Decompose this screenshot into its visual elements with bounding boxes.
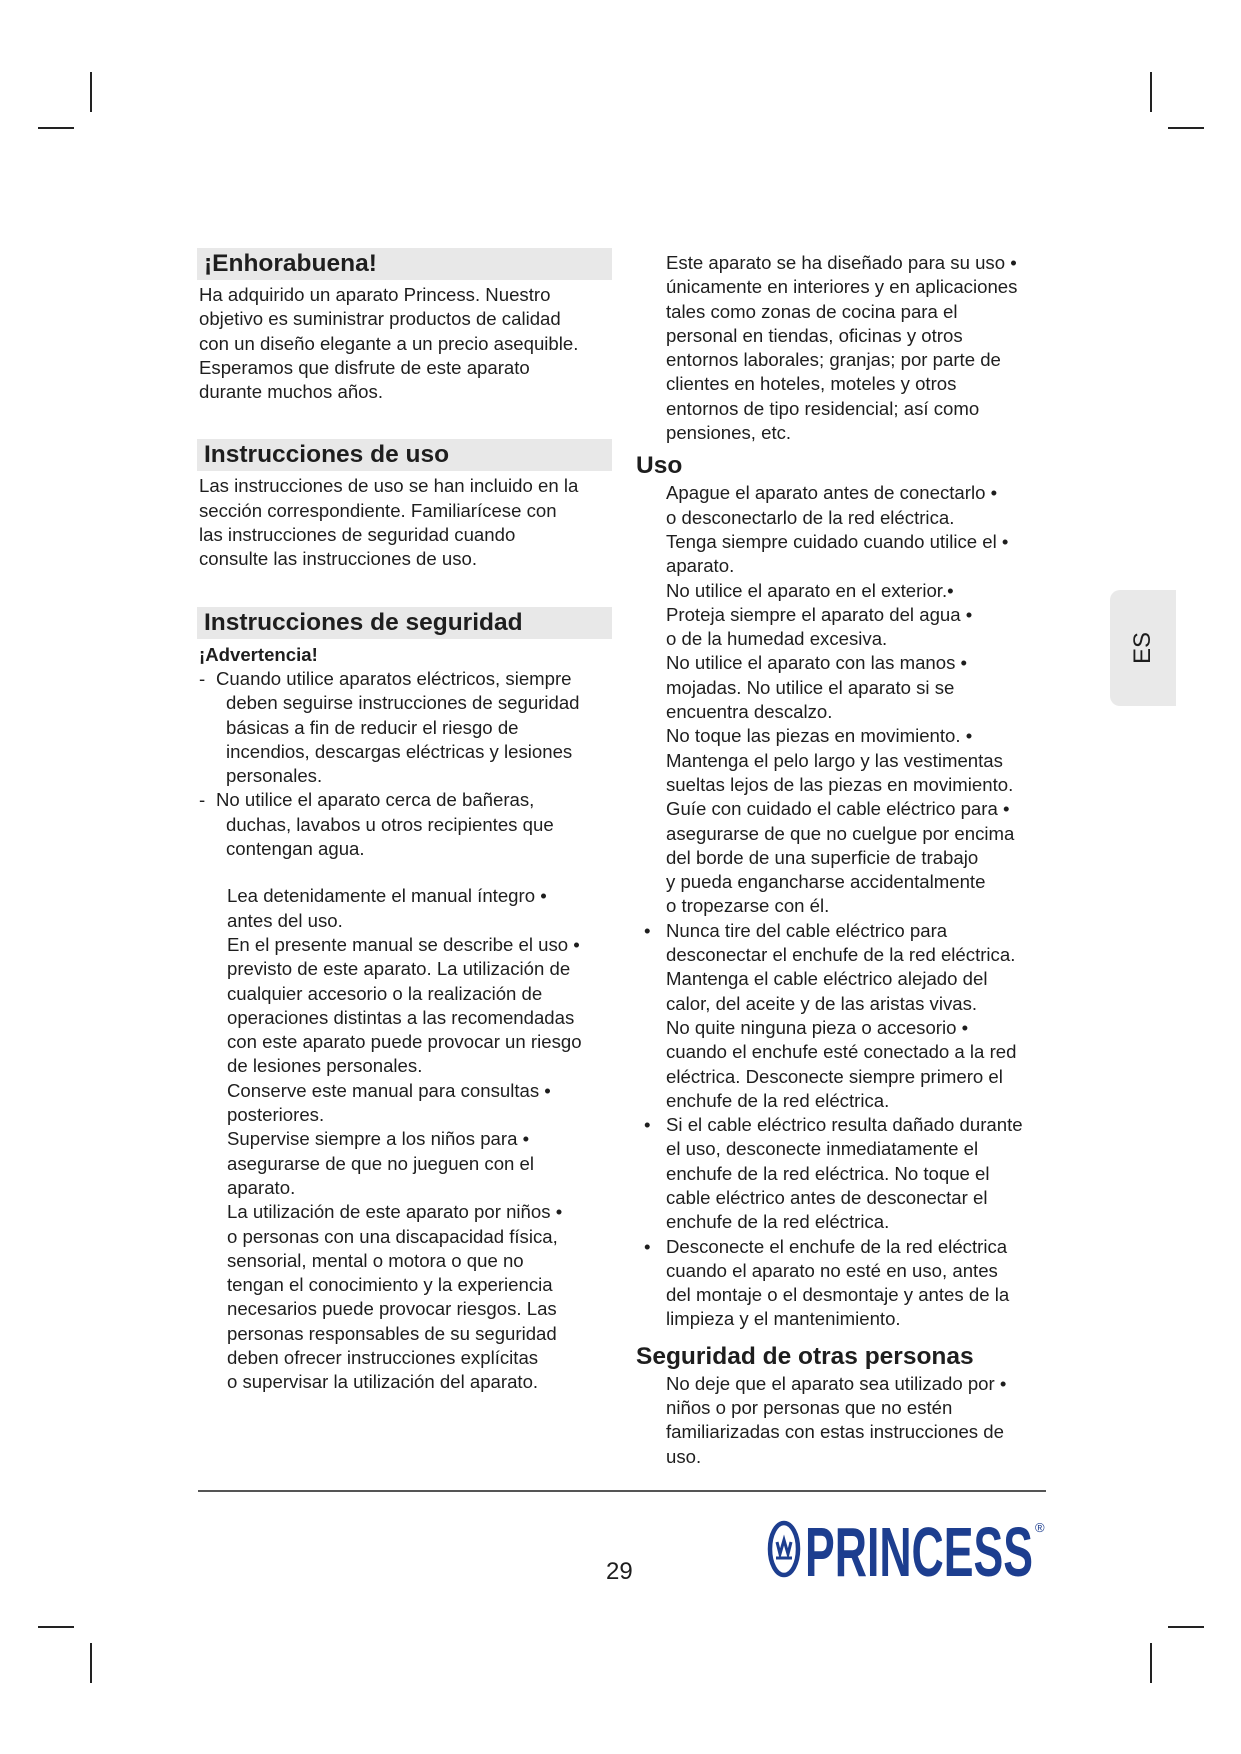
- text-line: únicamente en interiores y en aplicaciones: [666, 276, 1018, 298]
- text-line: Las instrucciones de uso se han incluido en la: [199, 475, 579, 497]
- text-line: sección correspondiente. Familiarícese con: [199, 499, 557, 521]
- text-line: antes del uso.: [227, 909, 343, 931]
- text-line: sensorial, mental o motora o que no: [227, 1249, 524, 1271]
- text-line: No utilice el aparato en el exterior.•: [666, 579, 954, 601]
- text-line: Supervise siempre a los niños para •: [227, 1128, 530, 1150]
- text-line: Ha adquirido un aparato Princess. Nuestro: [199, 284, 551, 305]
- text-line: Apague el aparato antes de conectarlo •: [666, 482, 998, 504]
- text-line: cuando el enchufe esté conectado a la red: [666, 1041, 1017, 1063]
- text-line: deben seguirse instrucciones de seguridad: [226, 692, 580, 714]
- text-line: objetivo es suministrar productos de calidad: [199, 308, 561, 330]
- list-item: [636, 1235, 1058, 1332]
- registered-mark: ®: [1035, 1520, 1045, 1535]
- text-line: posteriores.: [227, 1104, 325, 1126]
- crop-mark: [1168, 127, 1204, 129]
- bullet: •: [644, 1114, 651, 1136]
- text-line: Mantenga el cable eléctrico alejado del: [666, 968, 988, 990]
- crop-mark: [90, 72, 92, 112]
- text-line: Mantenga el pelo largo y las vestimentas: [666, 749, 1003, 771]
- text-line: tales como zonas de cocina para el: [666, 300, 958, 322]
- text-line: calor, del aceite y de las aristas vivas.: [666, 992, 978, 1014]
- text-line: Lea detenidamente el manual íntegro •: [227, 885, 547, 907]
- list-item: [198, 1127, 612, 1200]
- text-line: clientes en hoteles, moteles y otros: [666, 373, 957, 395]
- text-line: del montaje o el desmontaje y antes de la: [666, 1284, 1010, 1306]
- list-item: [636, 1372, 1058, 1469]
- text-line: limpieza y el mantenimiento.: [666, 1308, 901, 1330]
- brand-wordmark: PRINCESS: [805, 1513, 1033, 1584]
- text-line: enchufe de la red eléctrica.: [666, 1089, 890, 1111]
- page-number: 29: [606, 1558, 633, 1585]
- text-line: incendios, descargas eléctricas y lesiones: [226, 740, 573, 762]
- text-line: No utilice el aparato cerca de bañeras,: [216, 789, 535, 811]
- text-line: En el presente manual se describe el uso •: [227, 933, 580, 955]
- text-line: operaciones distintas a las recomendadas: [227, 1006, 575, 1028]
- text-line: Este aparato se ha diseñado para su uso •: [666, 252, 1017, 273]
- usage-text: [198, 474, 612, 571]
- text-line: Nunca tire del cable eléctrico para: [666, 919, 948, 941]
- bullet: •: [644, 919, 651, 941]
- list-item: [198, 933, 612, 1079]
- crop-mark: [90, 1643, 92, 1683]
- text-line: cualquier accesorio o la realización de: [227, 982, 543, 1004]
- list-item: [198, 1200, 612, 1394]
- bullet: •: [644, 1235, 651, 1257]
- text-line: el uso, desconecte inmediatamente el: [666, 1138, 979, 1160]
- text-line: Proteja siempre el aparato del agua •: [666, 603, 973, 625]
- text-line: mojadas. No utilice el aparato si se: [666, 676, 955, 698]
- text-line: durante muchos años.: [199, 381, 383, 403]
- crop-mark: [1150, 72, 1152, 112]
- text-line: pensiones, etc.: [666, 422, 792, 444]
- others-heading: Seguridad de otras personas: [636, 1342, 974, 1370]
- list-item: [636, 530, 1058, 579]
- text-line: desconectar el enchufe de la red eléctrica.: [666, 944, 1016, 966]
- intro-item: [636, 251, 1058, 445]
- list-item: [636, 579, 1058, 603]
- text-line: personas responsables de su seguridad: [227, 1322, 557, 1344]
- crop-mark: [38, 127, 74, 129]
- usage-heading: Instrucciones de uso: [197, 439, 612, 471]
- text-line: enchufe de la red eléctrica. No toque el: [666, 1162, 990, 1184]
- text-line: entornos de tipo residencial; así como: [666, 397, 980, 419]
- dash-bullet: -: [199, 667, 206, 689]
- text-line: entornos laborales; granjas; por parte de: [666, 349, 1001, 371]
- text-line: Si el cable eléctrico resulta dañado durante: [666, 1114, 1023, 1136]
- text-line: No utilice el aparato con las manos •: [666, 652, 968, 674]
- right-column: [636, 251, 1058, 1469]
- text-line: deben ofrecer instrucciones explícitas: [227, 1346, 539, 1368]
- text-line: eléctrica. Desconecte siempre primero el: [666, 1065, 1003, 1087]
- text-line: enchufe de la red eléctrica.: [666, 1211, 890, 1233]
- text-line: previsto de este aparato. La utilización de: [227, 958, 571, 980]
- text-line: asegurarse de que no cuelgue por encima: [666, 822, 1015, 844]
- text-line: o de la humedad excesiva.: [666, 628, 888, 650]
- text-line: de lesiones personales.: [227, 1055, 423, 1077]
- text-line: aparato.: [666, 555, 735, 577]
- list-item: [636, 603, 1058, 652]
- text-line: o supervisar la utilización del aparato.: [227, 1371, 539, 1393]
- list-item: [636, 919, 1058, 1113]
- text-line: Guíe con cuidado el cable eléctrico para •: [666, 798, 1010, 820]
- text-line: Conserve este manual para consultas •: [227, 1079, 551, 1101]
- list-item: [198, 884, 612, 933]
- text-line: personales.: [226, 765, 323, 787]
- text-line: La utilización de este aparato por niños •: [227, 1201, 563, 1223]
- text-line: duchas, lavabos u otros recipientes que: [226, 813, 554, 835]
- crop-mark: [38, 1626, 74, 1628]
- crown-emblem-icon: [770, 1523, 798, 1575]
- text-line: No quite ninguna pieza o accesorio •: [666, 1016, 969, 1038]
- language-label: ES: [1129, 631, 1156, 665]
- text-line: niños o por personas que no estén: [666, 1397, 953, 1419]
- crop-mark: [1168, 1626, 1204, 1628]
- text-line: encuentra descalzo.: [666, 701, 833, 723]
- language-tab: [1110, 590, 1176, 706]
- text-line: Esperamos que disfrute de este aparato: [199, 356, 530, 378]
- text-line: personal en tiendas, oficinas y otros: [666, 324, 963, 346]
- text-line: Cuando utilice aparatos eléctricos, siempre: [216, 667, 572, 689]
- text-line: contengan agua.: [226, 838, 365, 860]
- text-line: No toque las piezas en movimiento. •: [666, 725, 973, 747]
- list-item: [198, 788, 612, 861]
- list-item: [636, 481, 1058, 530]
- text-line: o personas con una discapacidad física,: [227, 1225, 558, 1247]
- text-line: cable eléctrico antes de desconectar el: [666, 1186, 988, 1208]
- footer-rule: [198, 1490, 1046, 1492]
- text-line: consulte las instrucciones de uso.: [199, 548, 478, 570]
- text-line: Desconecte el enchufe de la red eléctrica: [666, 1235, 1008, 1257]
- text-line: necesarios puede provocar riesgos. Las: [227, 1298, 557, 1320]
- crop-mark: [1150, 1643, 1152, 1683]
- text-line: cuando el aparato no esté en uso, antes: [666, 1259, 998, 1281]
- text-line: las instrucciones de seguridad cuando: [199, 524, 516, 546]
- text-line: asegurarse de que no jueguen con el: [227, 1152, 535, 1174]
- text-line: familiarizadas con estas instrucciones de: [666, 1421, 1004, 1443]
- list-item: [636, 1113, 1058, 1234]
- list-item: [636, 651, 1058, 724]
- congrats-heading: ¡Enhorabuena!: [197, 248, 612, 280]
- safety-heading: Instrucciones de seguridad: [197, 607, 612, 639]
- uso-heading: Uso: [636, 452, 683, 480]
- congrats-text: [198, 283, 612, 404]
- text-line: o desconectarlo de la red eléctrica.: [666, 506, 955, 528]
- text-line: o tropezarse con él.: [666, 895, 830, 917]
- list-item: [636, 724, 1058, 918]
- text-line: No deje que el aparato sea utilizado por •: [666, 1372, 1007, 1394]
- text-line: y pueda engancharse accidentalmente: [666, 871, 986, 893]
- text-line: con un diseño elegante a un precio asequible.: [199, 332, 579, 354]
- text-line: básicas a fin de reducir el riesgo de: [226, 716, 519, 738]
- text-line: Tenga siempre cuidado cuando utilice el •: [666, 530, 1009, 552]
- text-line: sueltas lejos de las piezas en movimiento.: [666, 773, 1014, 795]
- list-item: [198, 1079, 612, 1128]
- text-line: aparato.: [227, 1176, 296, 1198]
- text-line: uso.: [666, 1445, 702, 1467]
- warning-label: ¡Advertencia!: [199, 643, 318, 665]
- text-line: con este aparato puede provocar un riesgo: [227, 1031, 582, 1053]
- left-column: [198, 248, 612, 1395]
- princess-logo: [765, 1512, 1047, 1584]
- list-item: [198, 667, 612, 788]
- dash-bullet: -: [199, 789, 206, 811]
- text-line: del borde de una superficie de trabajo: [666, 846, 979, 868]
- text-line: tengan el conocimiento y la experiencia: [227, 1274, 553, 1296]
